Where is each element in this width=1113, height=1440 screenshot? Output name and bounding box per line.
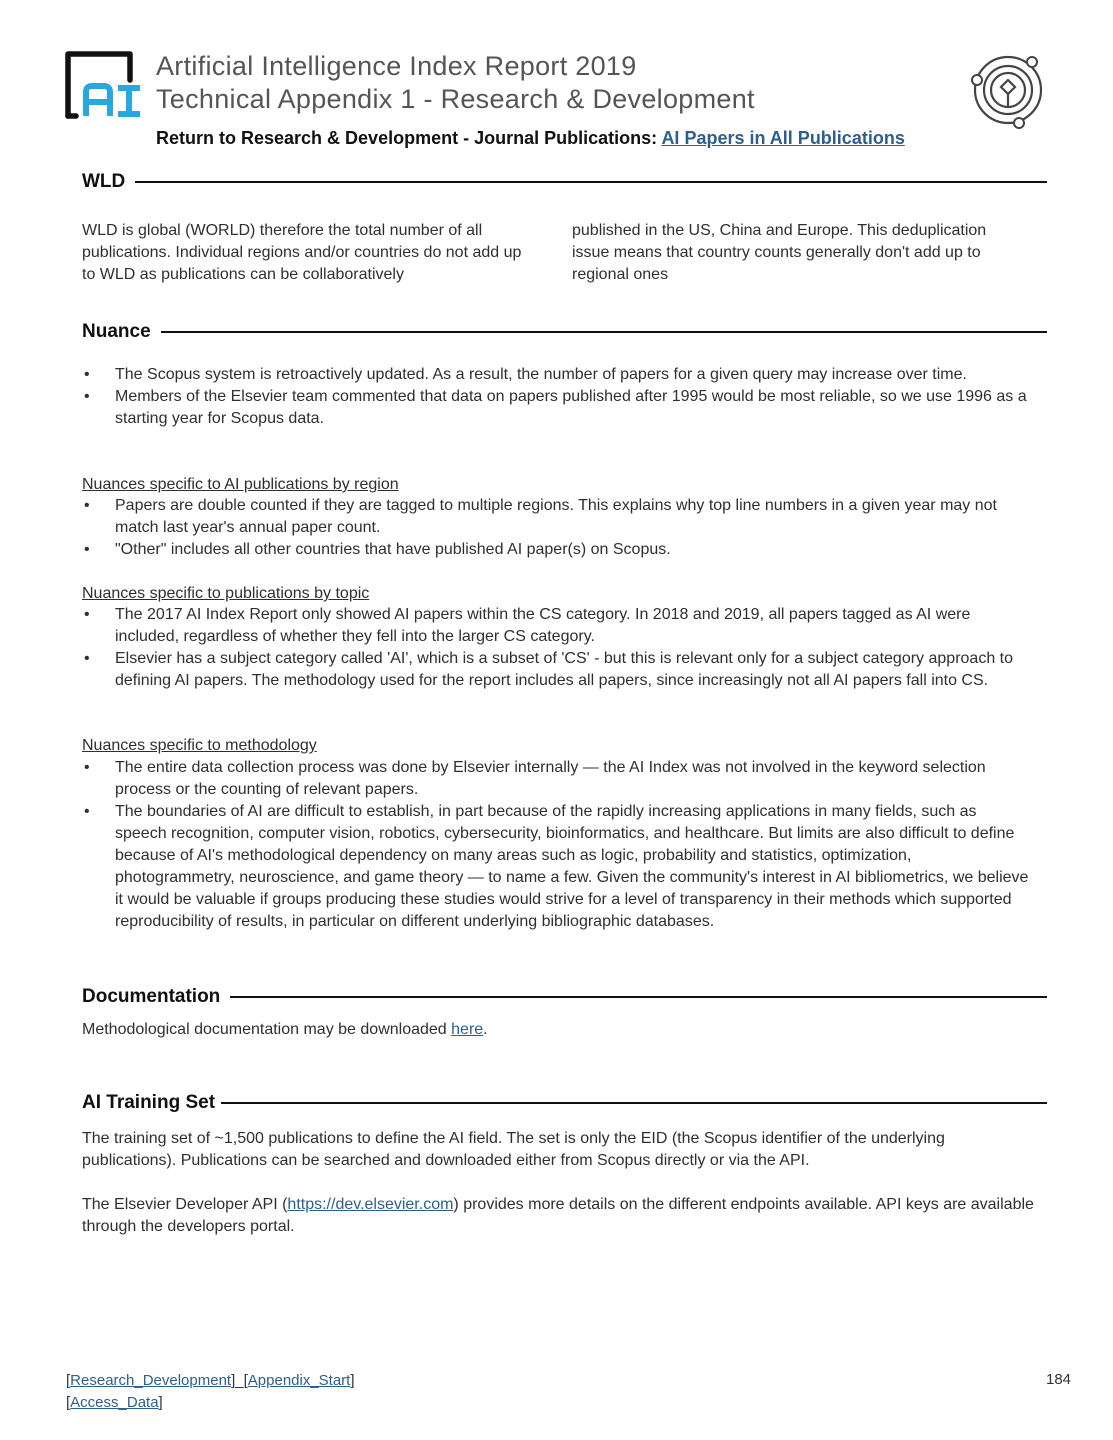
bullet-icon: • bbox=[84, 759, 90, 776]
list-item: • Papers are double counted if they are tagged to multiple regions. This explains why top line numbers in a given year may not match last year's annual paper count. bbox=[84, 497, 997, 536]
bullet-icon: • bbox=[84, 497, 90, 514]
list-item: • The Scopus system is retroactively updated. As a result, the number of papers for a given query may increase over time. bbox=[82, 364, 1032, 386]
appendix-start-link[interactable]: Appendix_Start bbox=[247, 1372, 351, 1389]
section-wld-heading bbox=[82, 171, 1047, 193]
methodology-subheading: Nuances specific to methodology bbox=[82, 737, 317, 754]
list-item: • "Other" includes all other countries that have published AI paper(s) on Scopus. bbox=[82, 539, 1032, 561]
heading-divider bbox=[135, 181, 1047, 183]
nuance-general-list bbox=[82, 364, 1032, 430]
orbit-emblem-icon bbox=[968, 52, 1048, 132]
section-nuance-heading bbox=[82, 321, 1047, 343]
topic-nuance-list bbox=[82, 604, 1032, 692]
documentation-text: Methodological documentation may be downloaded here. bbox=[82, 1021, 488, 1038]
elsevier-dev-api-link[interactable]: https://dev.elsevier.com bbox=[287, 1196, 454, 1213]
footer-navigation: [Research_Development]_[Appendix_Start] [Access_Data] bbox=[66, 1372, 355, 1411]
heading-divider bbox=[230, 996, 1047, 998]
page-number: 184 bbox=[1046, 1371, 1072, 1388]
nuance-heading: Nuance bbox=[82, 321, 151, 342]
topic-subheading: Nuances specific to publications by topic bbox=[82, 585, 370, 602]
report-title-line2: Technical Appendix 1 - Research & Development bbox=[156, 84, 755, 114]
report-title bbox=[156, 50, 755, 116]
bullet-icon: • bbox=[84, 606, 90, 623]
ai-index-logo-icon bbox=[64, 50, 144, 122]
list-item: • The entire data collection process was done by Elsevier internally — the AI Index was not involved in the keyword selection process or the counting of relevant papers. bbox=[84, 759, 986, 798]
heading-divider bbox=[221, 1102, 1047, 1104]
region-subheading: Nuances specific to AI publications by region bbox=[82, 476, 399, 493]
wld-text-col2: published in the US, China and Europe. This deduplication issue means that country counts generally don't add up to regional ones bbox=[572, 222, 987, 283]
return-prefix: Return to Research & Development - Journal Publications: bbox=[156, 128, 658, 148]
wld-heading: WLD bbox=[82, 171, 126, 192]
list-item: • The boundaries of AI are difficult to establish, in part because of the rapidly increasing applications in many fields, such as speech recognition, computer vision, robotics, cybersecurity, bioinformatics, and healthcare. But limits are also difficult to define because of AI's methodological dependency on many areas such as logic, probability and statistics, optimization, photogrammetry, neuroscience, and game theory — to name a few. Given the community's interest in AI bibliometrics, we believe it would be valuable if groups producing these studies would strive for a level of transparency in their methods which supported reproducibility of results, in particular on different underlying bibliographic databases. bbox=[84, 803, 1029, 930]
training-set-para1: The training set of ~1,500 publications to define the AI field. The set is only the EID (the Scopus identifier of the underlying publications). Publications can be searched and downloaded either from Scopus directly or via the API. bbox=[82, 1130, 945, 1169]
region-nuance-list bbox=[82, 495, 1032, 561]
list-item: • Elsevier has a subject category called 'AI', which is a subset of 'CS' - but this is relevant only for a subject category approach to defining AI papers. The methodology used for the report includes all papers, since increasingly not all AI papers fall into CS. bbox=[84, 650, 1013, 689]
section-training-set-heading bbox=[82, 1092, 1047, 1114]
documentation-heading: Documentation bbox=[82, 986, 221, 1007]
training-set-heading: AI Training Set bbox=[82, 1092, 216, 1113]
bullet-icon: • bbox=[84, 650, 90, 667]
access-data-link[interactable]: Access_Data bbox=[70, 1394, 159, 1411]
documentation-download-link[interactable]: here bbox=[451, 1021, 484, 1038]
bullet-icon: • bbox=[84, 366, 90, 383]
page-header bbox=[0, 0, 1113, 160]
methodology-nuance-list bbox=[82, 757, 1032, 933]
training-set-para2: The Elsevier Developer API (https://dev.elsevier.com) provides more details on the different endpoints available. API keys are available through the developers portal. bbox=[82, 1196, 1034, 1235]
list-item: • Members of the Elsevier team commented that data on papers published after 1995 would be most reliable, so we use 1996 as a starting year for Scopus data. bbox=[84, 388, 1027, 427]
ai-papers-all-publications-link[interactable]: AI Papers in All Publications bbox=[661, 128, 905, 148]
section-documentation-heading bbox=[82, 986, 1047, 1008]
research-development-link[interactable]: Research_Development bbox=[70, 1372, 232, 1389]
bullet-icon: • bbox=[84, 541, 90, 558]
return-navigation bbox=[156, 128, 905, 149]
report-title-line1: Artificial Intelligence Index Report 2019 bbox=[156, 51, 637, 81]
wld-text-col1: WLD is global (WORLD) therefore the total number of all publications. Individual regions and/or countries do not add up to WLD as publications can be collaboratively bbox=[82, 222, 522, 283]
bullet-icon: • bbox=[84, 803, 90, 820]
bullet-icon: • bbox=[84, 388, 90, 405]
list-item: • The 2017 AI Index Report only showed AI papers within the CS category. In 2018 and 2019, all papers tagged as AI were included, regardless of whether they fell into the larger CS category. bbox=[84, 606, 971, 645]
heading-divider bbox=[161, 331, 1047, 333]
